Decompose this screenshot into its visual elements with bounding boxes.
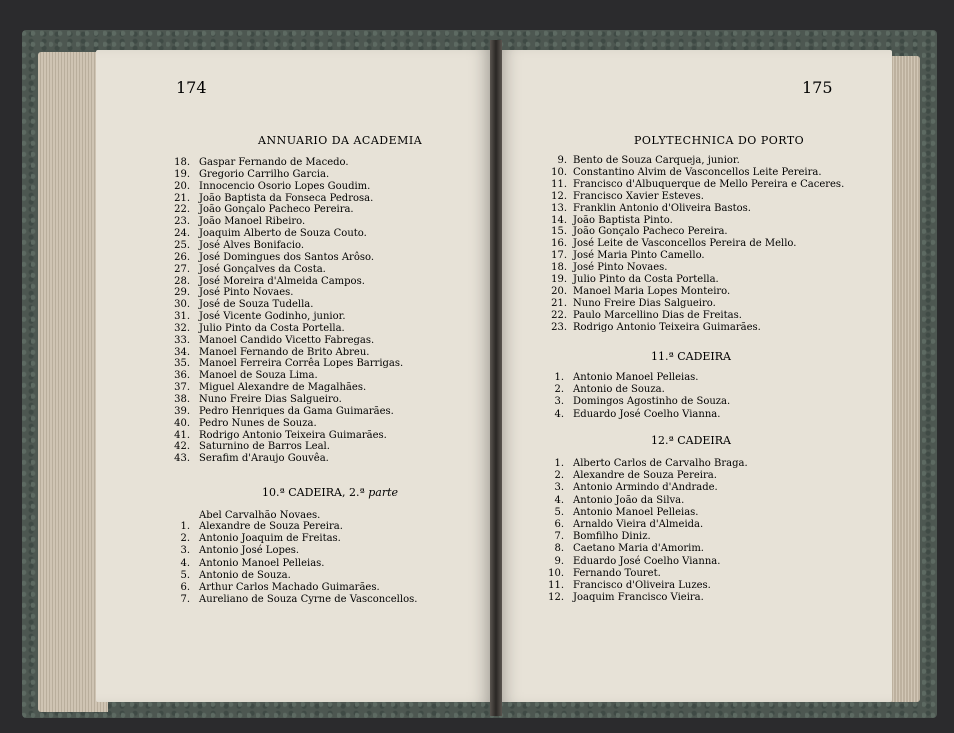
list-item-number: 18. [174,157,190,168]
section-title-10-main: 10.ª CADEIRA, 2.ª [262,486,365,499]
running-header-left: ANNUARIO DA ACADEMIA [258,134,423,147]
list-item-name: Alexandre de Souza Pereira. [199,521,343,532]
list-item-number: 30. [174,299,190,311]
list-item-number: 9. [557,155,567,166]
list-item-name: Antonio de Souza. [573,384,665,396]
list-item-number: 40. [174,417,190,429]
list-item-number: 2. [554,384,564,396]
list-item-name: Serafim d'Araujo Gouvêa. [199,453,329,465]
list-item-name: José Moreira d'Almeida Campos. [199,275,365,287]
list-item-name: Antonio José Lopes. [199,545,300,557]
list-item-number: 1. [180,521,190,532]
list-item-number: 9. [554,555,564,567]
list-item-number: 37. [174,382,190,394]
list-item-number: 19. [551,274,567,285]
page-number-right: 175 [802,78,833,97]
section-title-11: 11.ª CADEIRA [651,350,731,363]
book-gutter [490,40,502,716]
list-item-number: 10. [551,166,567,178]
list-item-name: Saturnino de Barros Leal. [199,441,330,453]
list-item-name: José Alves Bonifacio. [199,239,305,251]
list-item-number: 4. [554,494,564,506]
section-title-12: 12.ª CADEIRA [651,434,731,447]
list-item-name: Alberto Carlos de Carvalho Braga. [573,458,748,469]
list-item-name: José Maria Pinto Camello. [573,250,705,262]
list-item-name: Eduardo José Coelho Vianna. [573,555,721,567]
list-item-number: 8. [554,543,564,555]
list-item-name: Rodrigo Antonio Teixeira Guimarães. [573,321,761,333]
list-item-number: 35. [174,358,190,370]
list-item-name: Antonio Joaquim de Freitas. [199,533,341,545]
list-item-name: Innocencio Osorio Lopes Goudim. [199,180,371,192]
list-item-number: 23. [174,216,190,228]
list-item-name: Nuno Freire Dias Salgueiro. [199,394,342,405]
list-item-name: Francisco d'Albuquerque de Mello Pereira e Caceres. [573,178,845,190]
list-item-name: Alexandre de Souza Pereira. [573,470,717,482]
list-item-name: Fernando Touret. [573,567,661,579]
list-item-name: Antonio Armindo d'Andrade. [573,482,718,494]
list-item-name: Constantino Alvim de Vasconcellos Leite Pereira. [573,166,822,178]
list-item-name: Domingos Agostinho de Souza. [573,396,731,408]
list-item-number: 12. [548,592,564,604]
list-item-name: José Pinto Novaes. [573,262,668,274]
list-item-name: Bomfilho Diniz. [573,531,651,543]
list-item-number: 21. [551,297,567,309]
list-item-number: 3. [554,396,564,408]
list-item-number: 33. [174,334,190,346]
list-item-number: 21. [174,192,190,204]
list-item-number: 10. [548,567,564,579]
list-item-number: 1. [554,458,564,469]
list-item-number: 13. [551,202,567,214]
section-title-10-part: parte [368,486,399,499]
list-item-name: Julio Pinto da Costa Portella. [573,274,719,285]
list-item-name: Manoel Ferreira Corrêa Lopes Barrigas. [199,358,404,370]
list-item-number: 27. [174,263,190,275]
list-item-name: Eduardo José Coelho Vianna. [573,408,721,420]
list-item-number: 6. [180,582,190,593]
list-item-name: Gregorio Carrilho Garcia. [199,168,330,180]
list-item-number: 6. [554,519,564,530]
list-item-name: Aureliano de Souza Cyrne de Vasconcellos. [199,594,418,606]
list-item-name: José Domingues dos Santos Arôso. [199,251,374,263]
list-item-name: Antonio Manoel Pelleias. [199,557,325,569]
list-item-name: João Manoel Ribeiro. [199,216,306,228]
list-item-number: 3. [180,545,190,557]
list-item-number: 14. [551,214,567,226]
list-item-name: João Gonçalo Pacheco Pereira. [199,204,354,216]
list-item-number: 17. [551,250,567,262]
list-item-name: Manoel Fernando de Brito Abreu. [199,346,370,358]
section-title-10 [262,486,398,499]
list-item-number: 32. [174,322,190,334]
list-item-name: Nuno Freire Dias Salgueiro. [573,297,716,309]
list-item-name: Julio Pinto da Costa Portella. [199,322,345,334]
list-item-number: 11. [551,178,567,190]
page-number-left: 174 [176,78,207,97]
list-item-number: 22. [174,204,190,216]
running-header-right: POLYTECHNICA DO PORTO [634,134,805,147]
list-item-number: 11. [548,580,564,591]
list-item-name: Manoel Candido Vicetto Fabregas. [199,334,375,346]
list-item-number: 26. [174,251,190,263]
list-item-number: 4. [180,557,190,569]
list-item-number: 25. [174,239,190,251]
list-item-name: Joaquim Alberto de Souza Couto. [199,228,367,240]
list-item-name: Pedro Nunes de Souza. [199,417,317,429]
list-item-name: José de Souza Tudella. [199,299,314,311]
list-item-number: 2. [180,533,190,545]
list-item-name: Manoel de Souza Lima. [199,370,318,382]
list-item-name: José Vicente Godinho, junior. [199,311,346,323]
list-item-name: José Pinto Novaes. [199,287,294,299]
list-item-number: 19. [174,168,190,180]
list-item-name: José Leite de Vasconcellos Pereira de Mello. [573,238,797,250]
list-item-number: 24. [174,228,190,240]
list-item-number: 2. [554,470,564,482]
list-item-number: 31. [174,311,190,323]
list-item-number: 43. [174,453,190,465]
list-item-number: 38. [174,394,190,405]
list-item-name: Francisco Xavier Esteves. [573,190,704,202]
list-item-number: 3. [554,482,564,494]
list-item-number: 7. [180,594,190,606]
list-item-number: 23. [551,321,567,333]
list-item-number: 41. [174,429,190,441]
list-item-name: João Baptista da Fonseca Pedrosa. [199,192,374,204]
list-item-name: Rodrigo Antonio Teixeira Guimarães. [199,429,387,441]
list-item-name: Bento de Souza Carqueja, junior. [573,155,740,166]
list-item-number: 36. [174,370,190,382]
list-item-name: João Gonçalo Pacheco Pereira. [573,226,728,238]
page-edges-right [888,56,920,702]
list-item-number: 5. [180,569,190,581]
list-item-name: Antonio Manoel Pelleias. [573,506,699,518]
unnumbered-entry: Abel Carvalhão Novaes. [199,510,321,521]
list-item-number: 20. [551,285,567,297]
list-item-number: 42. [174,441,190,453]
list-item-name: Franklin Antonio d'Oliveira Bastos. [573,202,751,214]
list-item-number: 34. [174,346,190,358]
list-item-number: 28. [174,275,190,287]
list-item-number: 18. [551,262,567,274]
list-item-name: Manoel Maria Lopes Monteiro. [573,285,731,297]
list-item-name: Paulo Marcellino Dias de Freitas. [573,309,742,321]
list-item-number: 1. [554,372,564,383]
list-item-name: Caetano Maria d'Amorim. [573,543,704,555]
list-item-name: João Baptista Pinto. [573,214,673,226]
list-item-name: Antonio João da Silva. [573,494,685,506]
list-item-number: 4. [554,408,564,420]
list-item-name: Arnaldo Vieira d'Almeida. [573,519,704,530]
list-item-name: Gaspar Fernando de Macedo. [199,157,349,168]
list-item-number: 7. [554,531,564,543]
list-item-number: 15. [551,226,567,238]
list-item-name: Arthur Carlos Machado Guimarães. [199,582,380,593]
list-item-number: 16. [551,238,567,250]
list-item-number: 5. [554,506,564,518]
list-item-number: 12. [551,190,567,202]
list-item-number: 39. [174,405,190,417]
list-item-name: José Gonçalves da Costa. [199,263,326,275]
list-item-name: Pedro Henriques da Gama Guimarães. [199,405,394,417]
list-item-name: Antonio de Souza. [199,569,291,581]
list-item-name: Miguel Alexandre de Magalhães. [199,382,367,394]
list-item-name: Antonio Manoel Pelleias. [573,372,699,383]
list-item-number: 20. [174,180,190,192]
list-item-name: Joaquim Francisco Vieira. [573,592,704,604]
list-item-name: Francisco d'Oliveira Luzes. [573,580,711,591]
list-item-number: 29. [174,287,190,299]
list-item-number: 22. [551,309,567,321]
